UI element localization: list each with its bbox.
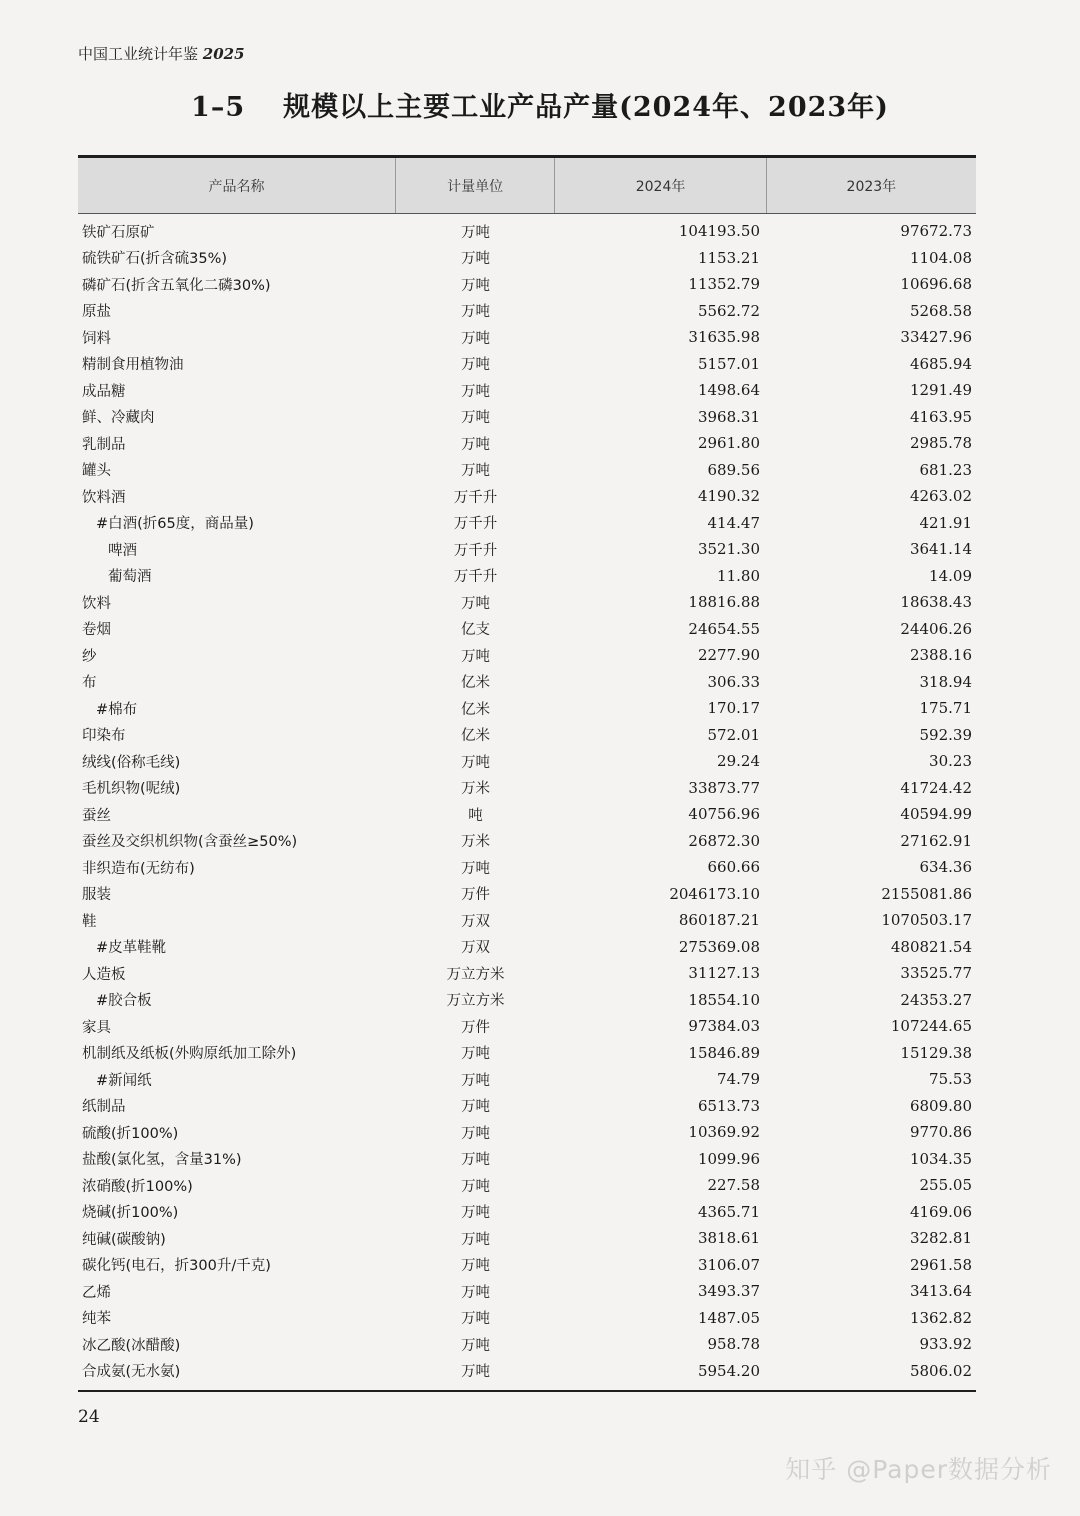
cell-value-2023: 480821.54 xyxy=(890,937,972,956)
table-row xyxy=(78,218,976,245)
cell-product-name: #新闻纸 xyxy=(96,1072,152,1089)
table-row xyxy=(78,1358,976,1385)
cell-unit: 万吨 xyxy=(461,1178,490,1195)
cell-value-2023: 4263.02 xyxy=(909,487,972,506)
table-row xyxy=(78,245,976,272)
cell-unit: 万吨 xyxy=(461,1072,490,1089)
cell-product-name: 烧碱(折100%) xyxy=(82,1205,179,1222)
table-row xyxy=(78,1305,976,1332)
cell-product-name: 蚕丝 xyxy=(82,807,111,824)
cell-value-2023: 5268.58 xyxy=(909,301,972,320)
cell-value-2023: 33525.77 xyxy=(900,964,972,983)
table-row xyxy=(78,722,976,749)
cell-product-name: 浓硝酸(折100%) xyxy=(82,1178,193,1195)
cell-value-2024: 4365.71 xyxy=(697,1202,760,1221)
cell-value-2024: 4190.32 xyxy=(697,487,760,506)
table-row xyxy=(78,775,976,802)
table-row xyxy=(78,1172,976,1199)
cell-value-2024: 18816.88 xyxy=(688,593,760,612)
cell-product-name: 乙烯 xyxy=(82,1284,111,1301)
cell-unit: 万千升 xyxy=(453,516,498,533)
cell-value-2024: 5954.20 xyxy=(697,1361,760,1380)
cell-unit: 万吨 xyxy=(461,1337,490,1354)
cell-value-2024: 26872.30 xyxy=(688,831,760,850)
table-header-row xyxy=(78,158,976,214)
cell-value-2023: 9770.86 xyxy=(909,1123,972,1142)
table-row xyxy=(78,1040,976,1067)
cell-unit: 万吨 xyxy=(461,383,490,400)
cell-unit: 万吨 xyxy=(461,754,490,771)
cell-value-2023: 255.05 xyxy=(919,1176,972,1195)
cell-product-name: 纯苯 xyxy=(82,1311,111,1328)
running-head-year: 2025 xyxy=(202,45,245,63)
table-row xyxy=(78,404,976,431)
cell-value-2024: 11.80 xyxy=(717,566,760,585)
table-row xyxy=(78,1066,976,1093)
table-row xyxy=(78,1278,976,1305)
table-number: 1–5 xyxy=(191,92,246,123)
cell-value-2024: 3818.61 xyxy=(697,1229,760,1248)
cell-unit: 万吨 xyxy=(461,1099,490,1116)
cell-value-2024: 74.79 xyxy=(717,1070,760,1089)
cell-unit: 万吨 xyxy=(461,277,490,294)
header-unit: 计量单位 xyxy=(396,158,555,213)
cell-value-2023: 1034.35 xyxy=(909,1149,972,1168)
table-row xyxy=(78,510,976,537)
table-title: 规模以上主要工业产品产量(2024年、2023年) xyxy=(283,92,889,123)
cell-value-2023: 1362.82 xyxy=(909,1308,972,1327)
cell-unit: 万吨 xyxy=(461,1046,490,1063)
cell-product-name: 纯碱(碳酸钠) xyxy=(82,1231,166,1248)
cell-value-2023: 1104.08 xyxy=(909,248,972,267)
cell-unit: 万吨 xyxy=(461,1152,490,1169)
cell-value-2023: 4163.95 xyxy=(909,407,972,426)
cell-value-2024: 3493.37 xyxy=(697,1282,760,1301)
cell-value-2023: 107244.65 xyxy=(890,1017,972,1036)
running-head-text: 中国工业统计年鉴 xyxy=(78,45,199,63)
cell-unit: 万件 xyxy=(461,1019,490,1036)
cell-value-2024: 2046173.10 xyxy=(669,884,760,903)
cell-product-name: 纸制品 xyxy=(82,1099,126,1116)
cell-value-2024: 33873.77 xyxy=(688,778,760,797)
cell-product-name: 乳制品 xyxy=(82,436,126,453)
cell-unit: 万吨 xyxy=(461,648,490,665)
running-head xyxy=(78,43,245,64)
cell-value-2024: 6513.73 xyxy=(697,1096,760,1115)
cell-value-2023: 27162.91 xyxy=(900,831,972,850)
table-row xyxy=(78,934,976,961)
table-row xyxy=(78,642,976,669)
cell-value-2024: 2277.90 xyxy=(697,646,760,665)
cell-value-2024: 414.47 xyxy=(707,513,760,532)
cell-value-2024: 11352.79 xyxy=(688,275,760,294)
cell-value-2024: 860187.21 xyxy=(678,911,760,930)
cell-unit: 万吨 xyxy=(461,1125,490,1142)
table-row xyxy=(78,1093,976,1120)
cell-value-2023: 175.71 xyxy=(919,699,972,718)
cell-value-2024: 31127.13 xyxy=(688,964,760,983)
cell-value-2023: 2961.58 xyxy=(909,1255,972,1274)
cell-unit: 万千升 xyxy=(453,542,498,559)
table-row xyxy=(78,616,976,643)
cell-value-2024: 29.24 xyxy=(717,752,760,771)
cell-value-2024: 18554.10 xyxy=(688,990,760,1009)
cell-value-2024: 5157.01 xyxy=(697,354,760,373)
cell-value-2023: 2155081.86 xyxy=(881,884,972,903)
table-row xyxy=(78,1119,976,1146)
cell-value-2024: 275369.08 xyxy=(678,937,760,956)
cell-product-name: 印染布 xyxy=(82,728,126,745)
table-row xyxy=(78,271,976,298)
table-row xyxy=(78,298,976,325)
table-row xyxy=(78,563,976,590)
table-row xyxy=(78,483,976,510)
cell-value-2023: 40594.99 xyxy=(900,805,972,824)
data-table xyxy=(78,155,976,1392)
table-row xyxy=(78,881,976,908)
cell-unit: 万吨 xyxy=(461,595,490,612)
watermark: 知乎 @Paper数据分析 xyxy=(785,1455,1052,1484)
cell-value-2023: 592.39 xyxy=(919,725,972,744)
cell-value-2024: 958.78 xyxy=(707,1335,760,1354)
cell-unit: 万吨 xyxy=(461,330,490,347)
cell-product-name: 布 xyxy=(82,675,97,692)
cell-unit: 万吨 xyxy=(461,860,490,877)
table-row xyxy=(78,1199,976,1226)
cell-product-name: 精制食用植物油 xyxy=(82,357,184,374)
cell-value-2024: 97384.03 xyxy=(688,1017,760,1036)
cell-value-2023: 1070503.17 xyxy=(881,911,972,930)
cell-value-2023: 3413.64 xyxy=(909,1282,972,1301)
table-row xyxy=(78,430,976,457)
cell-value-2024: 3106.07 xyxy=(697,1255,760,1274)
cell-product-name: 原盐 xyxy=(82,304,111,321)
cell-unit: 万吨 xyxy=(461,1205,490,1222)
cell-value-2024: 572.01 xyxy=(707,725,760,744)
cell-unit: 亿支 xyxy=(461,622,490,639)
table-row xyxy=(78,669,976,696)
cell-unit: 吨 xyxy=(468,807,483,824)
table-row xyxy=(78,351,976,378)
cell-unit: 万件 xyxy=(461,887,490,904)
cell-value-2024: 1099.96 xyxy=(697,1149,760,1168)
cell-value-2024: 104193.50 xyxy=(678,222,760,241)
cell-value-2023: 24353.27 xyxy=(900,990,972,1009)
cell-value-2023: 2985.78 xyxy=(909,434,972,453)
cell-value-2023: 4685.94 xyxy=(909,354,972,373)
cell-product-name: 饲料 xyxy=(82,330,111,347)
cell-unit: 亿米 xyxy=(461,675,490,692)
cell-unit: 万吨 xyxy=(461,224,490,241)
cell-value-2023: 30.23 xyxy=(929,752,972,771)
table-row xyxy=(78,1146,976,1173)
cell-value-2023: 15129.38 xyxy=(900,1043,972,1062)
cell-unit: 万吨 xyxy=(461,1258,490,1275)
cell-product-name: 家具 xyxy=(82,1019,111,1036)
cell-unit: 万吨 xyxy=(461,410,490,427)
cell-product-name: 磷矿石(折含五氧化二磷30%) xyxy=(82,277,271,294)
cell-product-name: 铁矿石原矿 xyxy=(82,224,155,241)
cell-product-name: 非织造布(无纺布) xyxy=(82,860,195,877)
cell-value-2023: 41724.42 xyxy=(900,778,972,797)
cell-unit: 万吨 xyxy=(461,436,490,453)
table-body xyxy=(78,214,976,1384)
cell-product-name: 人造板 xyxy=(82,966,126,983)
cell-unit: 万双 xyxy=(461,913,490,930)
cell-product-name: 啤酒 xyxy=(108,542,137,559)
table-row xyxy=(78,1252,976,1279)
cell-unit: 亿米 xyxy=(461,701,490,718)
cell-product-name: 鲜、冷藏肉 xyxy=(82,410,155,427)
table-bottom-rule xyxy=(78,1390,976,1392)
header-2023: 2023年 xyxy=(846,178,897,195)
cell-value-2023: 318.94 xyxy=(919,672,972,691)
cell-product-name: 饮料酒 xyxy=(82,489,126,506)
cell-product-name: 鞋 xyxy=(82,913,97,930)
cell-product-name: 盐酸(氯化氢，含量31%) xyxy=(82,1152,242,1169)
header-product-name: 产品名称 xyxy=(78,158,396,213)
cell-value-2024: 2961.80 xyxy=(697,434,760,453)
table-row xyxy=(78,854,976,881)
cell-value-2023: 18638.43 xyxy=(900,593,972,612)
cell-value-2024: 40756.96 xyxy=(688,805,760,824)
cell-product-name: 硫酸(折100%) xyxy=(82,1125,179,1142)
cell-value-2024: 10369.92 xyxy=(688,1123,760,1142)
table-row xyxy=(78,377,976,404)
cell-product-name: 机制纸及纸板(外购原纸加工除外) xyxy=(82,1046,297,1063)
cell-value-2023: 97672.73 xyxy=(900,222,972,241)
cell-unit: 万吨 xyxy=(461,251,490,268)
cell-value-2023: 14.09 xyxy=(929,566,972,585)
cell-value-2023: 634.36 xyxy=(919,858,972,877)
cell-unit: 万吨 xyxy=(461,1311,490,1328)
table-row xyxy=(78,1013,976,1040)
cell-product-name: 成品糖 xyxy=(82,383,126,400)
cell-unit: 万双 xyxy=(461,940,490,957)
cell-unit: 万吨 xyxy=(461,1231,490,1248)
cell-value-2023: 4169.06 xyxy=(909,1202,972,1221)
cell-unit: 万千升 xyxy=(453,569,498,586)
cell-value-2024: 24654.55 xyxy=(688,619,760,638)
cell-unit: 万千升 xyxy=(453,489,498,506)
header-2024: 2024年 xyxy=(555,158,766,213)
cell-product-name: #棉布 xyxy=(96,701,138,718)
cell-value-2023: 5806.02 xyxy=(909,1361,972,1380)
table-row xyxy=(78,457,976,484)
cell-unit: 万吨 xyxy=(461,463,490,480)
cell-value-2024: 1487.05 xyxy=(697,1308,760,1327)
cell-product-name: 罐头 xyxy=(82,463,111,480)
cell-value-2023: 24406.26 xyxy=(900,619,972,638)
cell-value-2023: 10696.68 xyxy=(900,275,972,294)
cell-product-name: 毛机织物(呢绒) xyxy=(82,781,181,798)
cell-value-2023: 2388.16 xyxy=(909,646,972,665)
cell-value-2024: 31635.98 xyxy=(688,328,760,347)
cell-product-name: 卷烟 xyxy=(82,622,111,639)
cell-value-2023: 3282.81 xyxy=(909,1229,972,1248)
table-row xyxy=(78,987,976,1014)
cell-value-2024: 306.33 xyxy=(707,672,760,691)
cell-product-name: #皮革鞋靴 xyxy=(96,940,167,957)
cell-value-2024: 170.17 xyxy=(707,699,760,718)
cell-value-2023: 6809.80 xyxy=(909,1096,972,1115)
cell-value-2024: 689.56 xyxy=(707,460,760,479)
table-row xyxy=(78,589,976,616)
cell-product-name: 硫铁矿石(折含硫35%) xyxy=(82,251,228,268)
table-row xyxy=(78,828,976,855)
page-number: 24 xyxy=(78,1407,100,1427)
cell-value-2023: 421.91 xyxy=(919,513,972,532)
cell-value-2024: 1153.21 xyxy=(697,248,760,267)
table-row xyxy=(78,695,976,722)
cell-value-2024: 1498.64 xyxy=(697,381,760,400)
cell-value-2024: 227.58 xyxy=(707,1176,760,1195)
cell-product-name: 冰乙酸(冰醋酸) xyxy=(82,1337,181,1354)
table-row xyxy=(78,1225,976,1252)
cell-unit: 亿米 xyxy=(461,728,490,745)
cell-unit: 万米 xyxy=(461,834,490,851)
table-row xyxy=(78,801,976,828)
table-row xyxy=(78,907,976,934)
cell-value-2023: 681.23 xyxy=(919,460,972,479)
cell-product-name: 碳化钙(电石，折300升/千克) xyxy=(82,1258,271,1275)
cell-value-2023: 3641.14 xyxy=(909,540,972,559)
cell-unit: 万立方米 xyxy=(446,993,505,1010)
cell-product-name: 绒线(俗称毛线) xyxy=(82,754,181,771)
cell-product-name: #胶合板 xyxy=(96,993,152,1010)
cell-unit: 万立方米 xyxy=(446,966,505,983)
cell-unit: 万吨 xyxy=(461,1364,490,1381)
cell-value-2024: 15846.89 xyxy=(688,1043,760,1062)
cell-product-name: 葡萄酒 xyxy=(108,569,152,586)
cell-value-2023: 75.53 xyxy=(929,1070,972,1089)
page-title xyxy=(0,85,1080,124)
cell-unit: 万吨 xyxy=(461,1284,490,1301)
table-row xyxy=(78,324,976,351)
cell-unit: 万吨 xyxy=(461,357,490,374)
cell-value-2024: 660.66 xyxy=(707,858,760,877)
table-row xyxy=(78,960,976,987)
table-row xyxy=(78,1331,976,1358)
cell-product-name: 饮料 xyxy=(82,595,111,612)
table-row xyxy=(78,748,976,775)
cell-product-name: 服装 xyxy=(82,887,111,904)
cell-value-2023: 1291.49 xyxy=(909,381,972,400)
cell-product-name: 纱 xyxy=(82,648,97,665)
cell-unit: 万吨 xyxy=(461,304,490,321)
cell-product-name: 合成氨(无水氨) xyxy=(82,1364,181,1381)
cell-unit: 万米 xyxy=(461,781,490,798)
cell-value-2024: 3968.31 xyxy=(697,407,760,426)
cell-product-name: 蚕丝及交织机织物(含蚕丝≥50%) xyxy=(82,834,298,851)
cell-product-name: #白酒(折65度，商品量) xyxy=(96,516,254,533)
table-row xyxy=(78,536,976,563)
cell-value-2024: 5562.72 xyxy=(697,301,760,320)
cell-value-2023: 33427.96 xyxy=(900,328,972,347)
cell-value-2023: 933.92 xyxy=(919,1335,972,1354)
cell-value-2024: 3521.30 xyxy=(697,540,760,559)
